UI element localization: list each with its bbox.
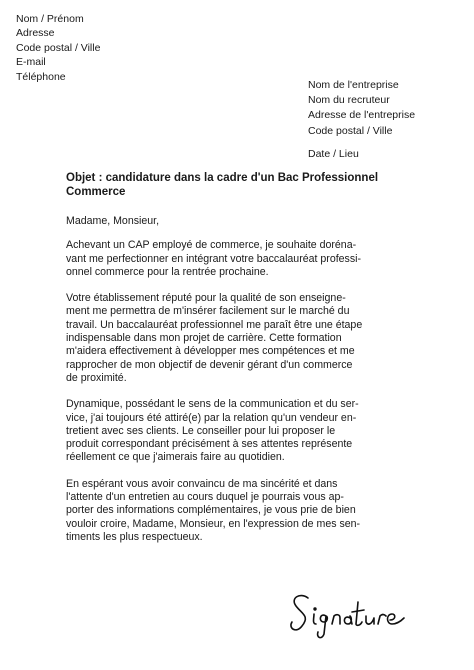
paragraph-line: de proximité.: [66, 371, 127, 384]
paragraph-line: m'aidera effectivement à développer mes compétences et me: [66, 345, 355, 358]
paragraph-line: réellement ce que j'aimerais faire au quotidien.: [66, 451, 285, 464]
sender-email: E-mail: [16, 56, 46, 69]
paragraph-line: onnel commerce pour la rentrée prochaine.: [66, 265, 269, 278]
sender-name: Nom / Prénom: [16, 13, 84, 25]
date-place: Date / Lieu: [308, 148, 359, 160]
recipient-postal-city: Code postal / Ville: [308, 124, 393, 137]
paragraph-line: Votre établissement réputé pour la qualité de son enseigne-: [66, 292, 346, 305]
paragraph-line: Achevant un CAP employé de commerce, je souhaite doréna-: [66, 239, 357, 252]
recipient-recruiter: Nom du recruteur: [308, 94, 390, 107]
recipient-address: Adresse de l'entreprise: [308, 109, 416, 122]
paragraph-line: rapprocher de mon objectif de devenir gérant d'un commerce: [66, 358, 353, 371]
paragraph-line: vouloir croire, Madame, Monsieur, en l'expression de mes sen-: [66, 517, 361, 530]
paragraph-line: tretient avec ses clients. Le conseiller pour lui proposer le: [66, 424, 336, 437]
recipient-block: [308, 78, 415, 139]
paragraph-line: produit correspondant précisément à ses attentes représente: [66, 438, 353, 451]
salutation: Madame, Monsieur,: [66, 215, 160, 227]
subject-line-2: Commerce: [66, 185, 126, 198]
paragraph-intro: [66, 239, 396, 279]
recipient-company: Nom de l'entreprise: [308, 79, 399, 91]
signature-drawing: [286, 588, 416, 640]
paragraph-line: vant me perfectionner en intégrant votre baccalauréat professi-: [66, 252, 362, 265]
sender-phone: Téléphone: [16, 70, 66, 83]
subject-line: [66, 172, 436, 199]
paragraph-line: indispensable dans mon projet de carrière. Cette formation: [66, 332, 342, 345]
paragraph-qualities: [66, 398, 396, 464]
paragraph-line: Dynamique, possédant le sens de la communication et du ser-: [66, 398, 359, 411]
paragraph-line: travail. Un baccalauréat professionnel me paraît être une étape: [66, 318, 363, 331]
sender-address: Adresse: [16, 27, 55, 40]
paragraph-line: En espérant vous avoir convaincu de ma sincérité et dans: [66, 477, 338, 490]
sender-postal-city: Code postal / Ville: [16, 41, 101, 54]
subject-line-1: Objet : candidature dans la cadre d'un Bac Professionnel: [66, 172, 379, 184]
paragraph-school: [66, 292, 396, 385]
letter-body: [66, 215, 396, 557]
paragraph-closing: [66, 478, 396, 544]
paragraph-line: timents les plus respectueux.: [66, 530, 203, 543]
handwritten-signature: [286, 588, 416, 640]
paragraph-line: porter des informations complémentaires, je vous prie de bien: [66, 504, 356, 517]
paragraph-line: l'attente d'un entretien au cours duquel je pourrais vous ap-: [66, 491, 344, 504]
paragraph-line: ment me permettra de m'insérer facilement sur le marché du: [66, 305, 350, 318]
sender-block: [16, 12, 100, 84]
paragraph-line: vice, j'ai toujours été attiré(e) par la relation qu'un vendeur en-: [66, 411, 357, 424]
